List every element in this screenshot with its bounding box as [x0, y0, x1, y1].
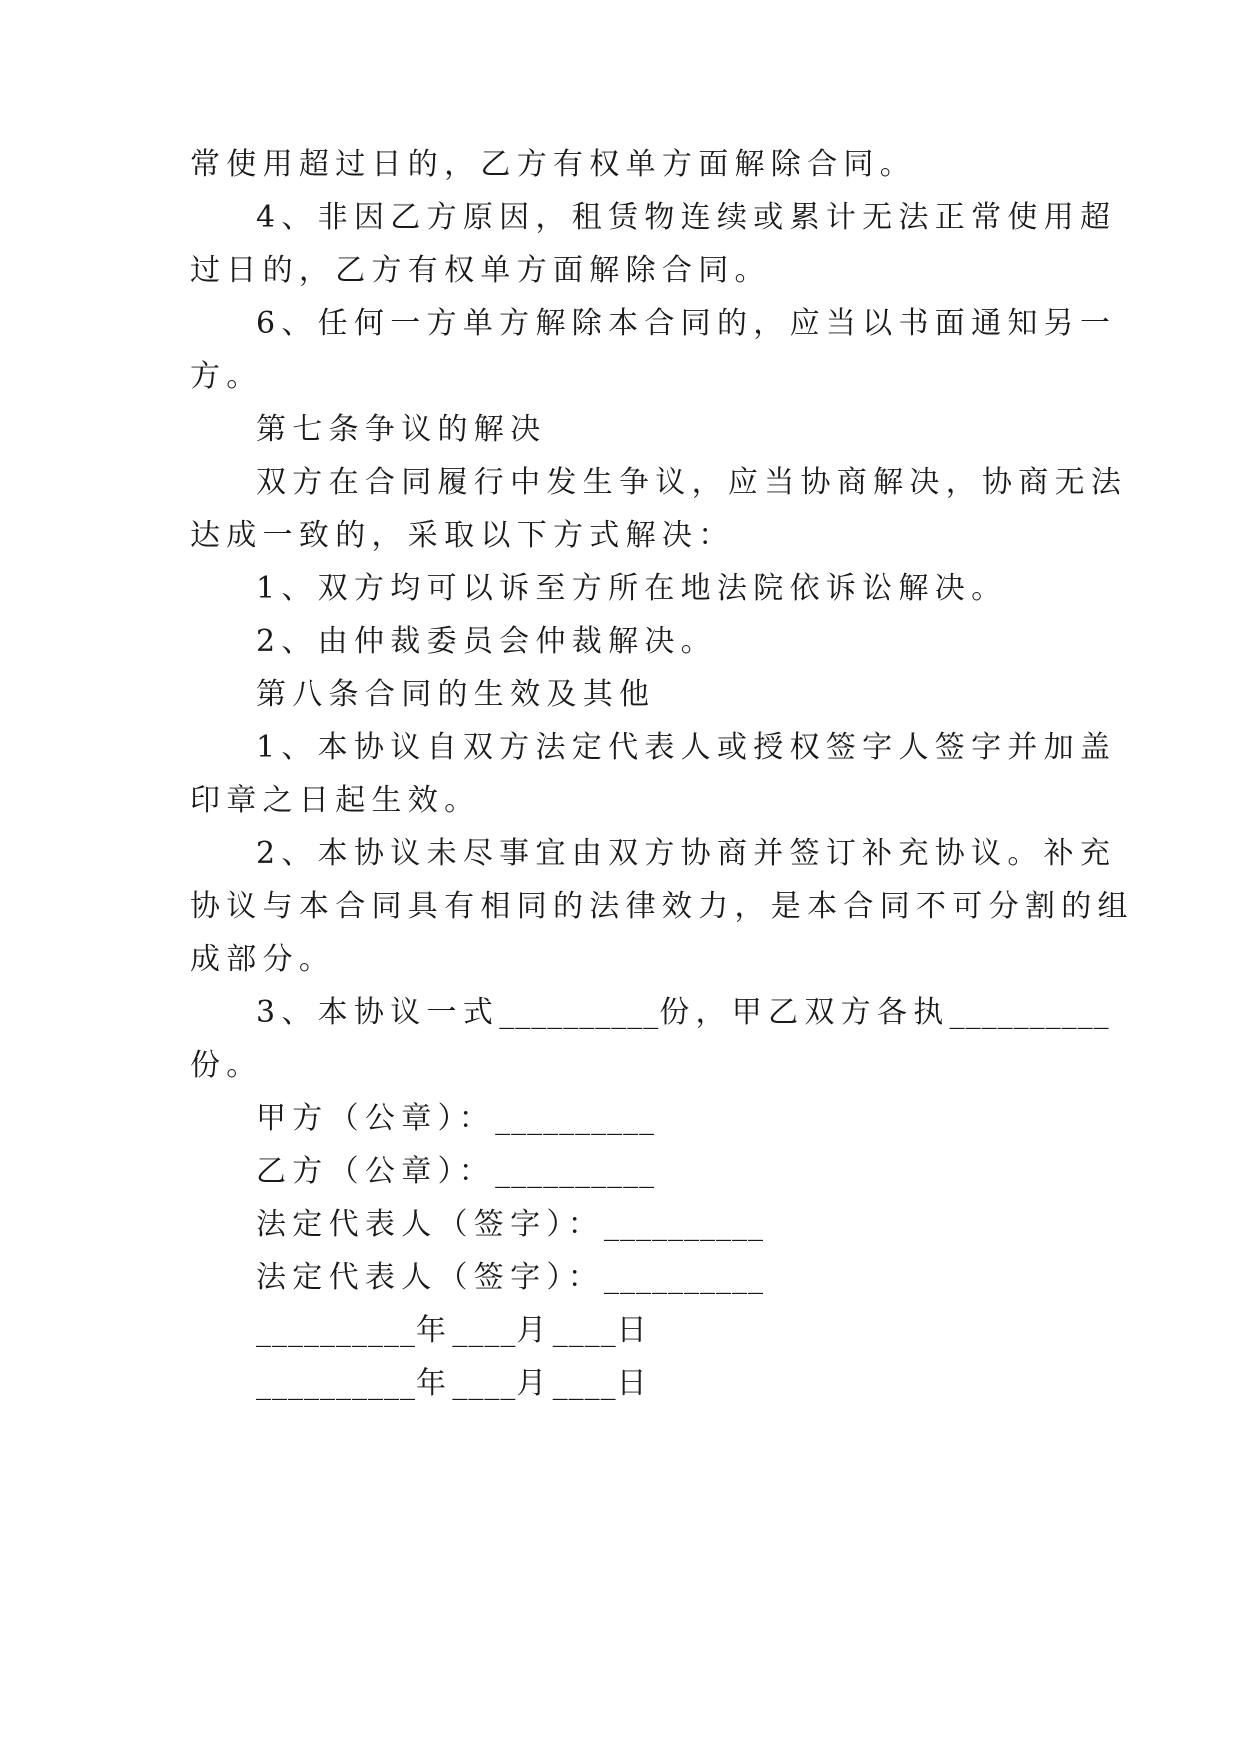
signature-label: 法定代表人（签字）：	[256, 1207, 604, 1242]
month-label: 月	[516, 1313, 553, 1348]
signature-blank: __________	[604, 1207, 764, 1242]
section-heading: 第七条争议的解决	[256, 412, 547, 447]
month-label: 月	[516, 1366, 553, 1401]
signature-label: 甲方（公章）：	[256, 1101, 496, 1136]
paragraph-line: 成部分。	[190, 942, 336, 977]
copies-blank: __________	[499, 995, 660, 1030]
paragraph-line: 2、由仲裁委员会仲裁解决。	[256, 624, 717, 659]
signature-blank: __________	[495, 1154, 656, 1189]
paragraph-line: 达成一致的，采取以下方式解决：	[190, 518, 735, 553]
paragraph-line: 6、任何一方单方解除本合同的，应当以书面通知另一	[256, 306, 1117, 341]
paragraph-line: 印章之日起生效。	[190, 783, 481, 818]
date-line	[256, 1311, 1136, 1351]
paragraph-line: 2、本协议未尽事宜由双方协商并签订补充协议。补充	[256, 836, 1117, 871]
paragraph-line: 4、非因乙方原因，租赁物连续或累计无法正常使用超	[256, 200, 1117, 235]
day-label: 日	[616, 1366, 653, 1401]
date-line	[256, 1364, 1136, 1404]
copies-prefix: 3、本协议一式	[256, 995, 500, 1030]
paragraph-line: 方。	[190, 359, 263, 394]
month-blank: ____	[452, 1313, 517, 1348]
paragraph-line: 协议与本合同具有相同的法律效力，是本合同不可分割的组	[190, 889, 1134, 924]
signature-line	[256, 1152, 1136, 1192]
day-label: 日	[616, 1313, 653, 1348]
signature-line	[256, 1258, 1136, 1298]
copies-middle: 份，甲乙双方各执	[659, 995, 950, 1030]
year-label: 年	[416, 1366, 453, 1401]
day-blank: ____	[552, 1366, 617, 1401]
section-heading: 第八条合同的生效及其他	[256, 677, 656, 712]
signature-label: 乙方（公章）：	[256, 1154, 496, 1189]
day-blank: ____	[552, 1313, 617, 1348]
year-blank: __________	[256, 1313, 416, 1348]
paragraph-line: 1、双方均可以诉至方所在地法院依诉讼解决。	[256, 571, 1008, 606]
month-blank: ____	[452, 1366, 517, 1401]
copies-blank: __________	[949, 995, 1110, 1030]
copies-line	[256, 993, 1136, 1033]
signature-line	[256, 1099, 1136, 1139]
year-label: 年	[416, 1313, 453, 1348]
signature-blank: __________	[495, 1101, 656, 1136]
signature-label: 法定代表人（签字）：	[256, 1260, 604, 1295]
paragraph-line: 过日的，乙方有权单方面解除合同。	[190, 253, 771, 288]
year-blank: __________	[256, 1366, 416, 1401]
paragraph-line: 双方在合同履行中发生争议，应当协商解决，协商无法	[256, 465, 1128, 500]
paragraph-line: 1、本协议自双方法定代表人或授权签字人签字并加盖	[256, 730, 1117, 765]
paragraph-line: 常使用超过日的，乙方有权单方面解除合同。	[190, 147, 916, 182]
paragraph-line: 份。	[190, 1048, 263, 1083]
signature-blank: __________	[604, 1260, 764, 1295]
signature-line	[256, 1205, 1136, 1245]
